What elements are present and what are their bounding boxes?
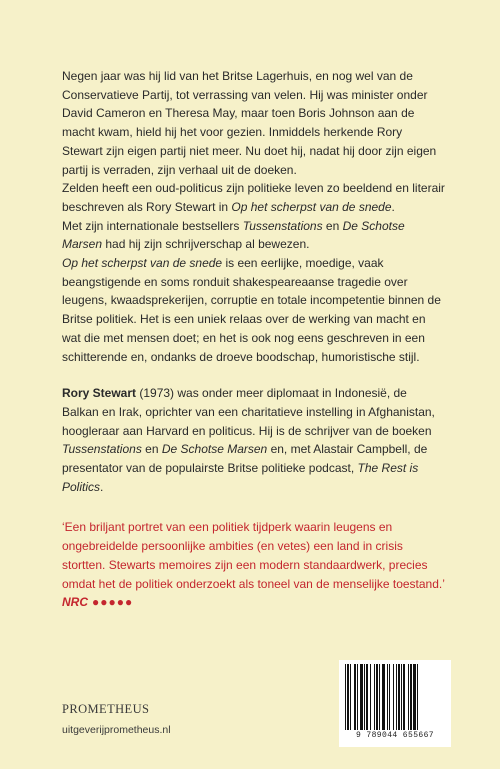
rating-stars: ●●●●● [92,595,134,610]
bestsellers-end-text: had hij zijn schrijverschap al bewezen. [102,237,310,252]
review-source: NRC [62,595,88,610]
literary-text: Zelden heeft een oud-politicus zijn politieke leven zo beeldend en literair beschreven als Rory Stewart in [62,181,445,214]
publisher-url: uitgeverijprometheus.nl [62,724,171,736]
barcode-bars [344,664,446,730]
author-bio [62,384,446,496]
punctuation: . [391,199,395,214]
author-name: Rory Stewart [62,386,137,401]
intro-paragraph [62,67,446,366]
book-title: Op het scherpst van de snede [62,256,223,271]
barcode-digits: 9 789044 655667 [355,731,434,740]
description-text: is een eerlijke, moedige, vaak beangstigende en soms ronduit shakespeareaanse tragedie over leugens, kwaadsprekerijen, corruptie en totale incompetentie binnen de Britse politiek. Het is een uniek relaas over de werking van macht en wat die met mensen doet; en het is ook nog eens geschreven in een schitterende en, ondanks de droeve boodschap, humoristische stijl. [62,256,441,364]
book-title-tussenstations: Tussenstations [242,218,323,233]
intro-text: Negen jaar was hij lid van het Britse Lagerhuis, en nog wel van de Conservatieve Partij, tot verrassing van velen. Hij was minister onder David Cameron en Theresa May, maar toen Boris Johnson aan de macht kwam, hield hij het voor gezien. Inmiddels herkende Rory Stewart zijn eigen partij niet meer. Nu doet hij, nadat hij door zijn eigen partij is verraden, zijn verhaal uit de doeken. [62,69,437,177]
isbn-barcode [339,660,451,747]
book-title: Op het scherpst van de snede [231,199,392,214]
quote-text: ‘Een briljant portret van een politiek tijdperk waarin leugens en ongebreidelde persoonlijke ambities (en vetes) een land in crisis stortten. Stewarts memoires zijn een modern standaardwerk, precies omdat het de politiek onderzoekt als toneel van de menselijke toestand.’ [62,520,445,591]
bio-text: (1973) was onder meer diplomaat in Indonesië, de Balkan en Irak, oprichter van een charitatieve instelling in Afghanistan, hoogleraar aan Harvard en politicus. Hij is de schrijver van de boeken [62,386,435,438]
bio-connector: en [141,442,162,457]
punctuation: . [100,479,104,494]
bio-book-title: Tussenstations [62,442,142,457]
bio-book-title: De Schotse Marsen [161,442,268,457]
review-quote [62,518,446,612]
podcast-title: The Rest is Politics [62,461,419,494]
bestsellers-text: Met zijn internationale bestsellers [62,218,243,233]
bio-text: en, met Alastair Campbell, de presentator van de populairste Britse politieke podcast, [62,442,428,476]
connector-text: en [322,218,343,233]
book-title-schotse-marsen: De Schotse Marsen [62,218,405,252]
back-cover-text [62,67,446,612]
publisher-logo: PROMETHEUS [62,702,150,716]
